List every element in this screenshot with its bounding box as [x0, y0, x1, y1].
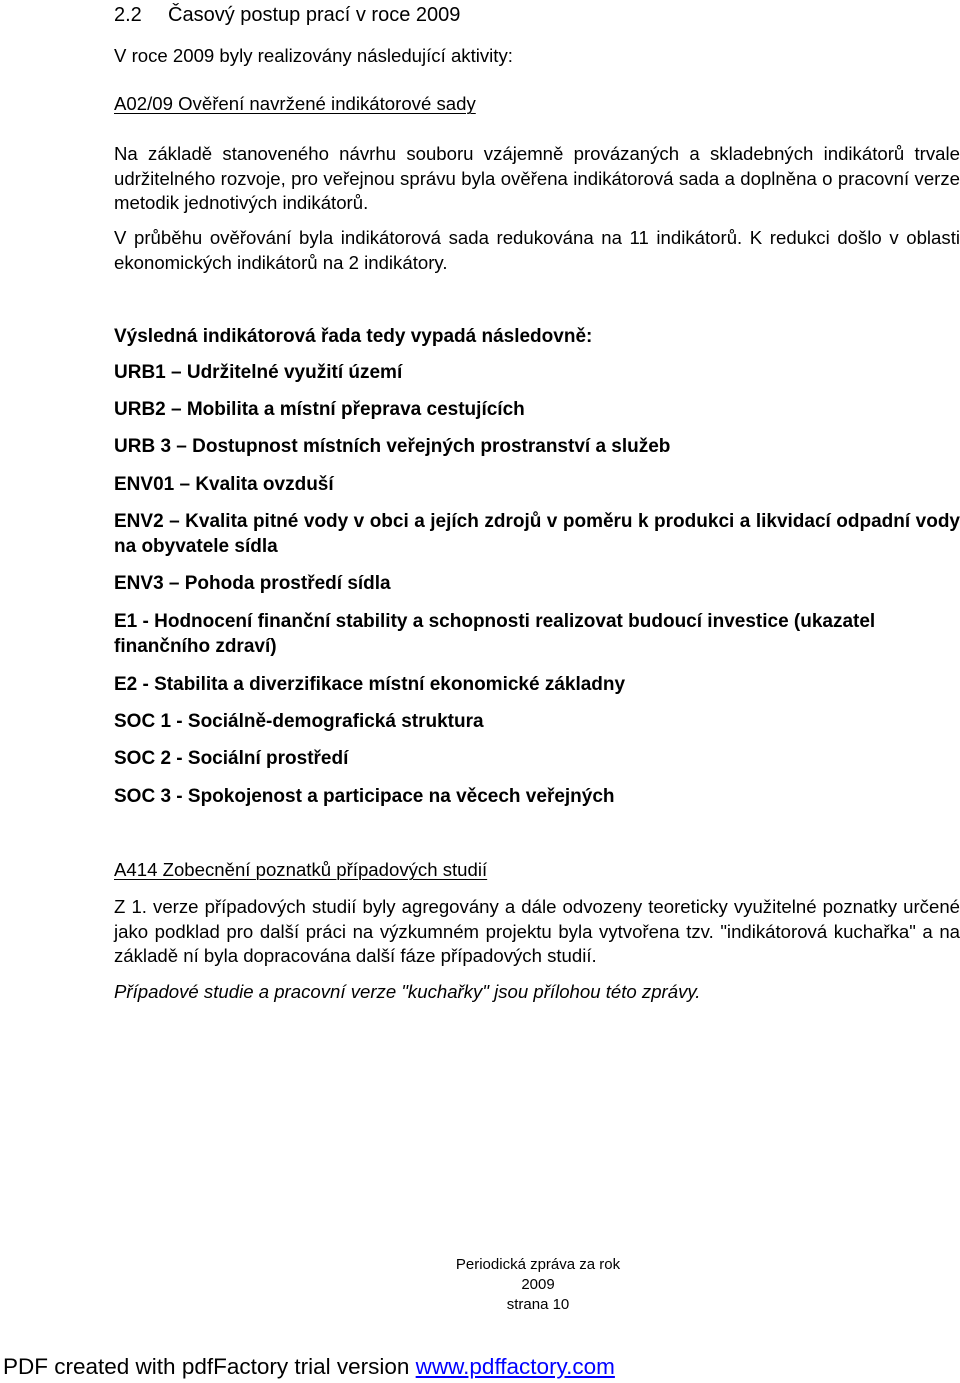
indicator-item: E2 - Stabilita a diverzifikace místní ekonomické základny [114, 674, 626, 695]
pdffactory-link[interactable]: www.pdffactory.com [415, 1354, 615, 1379]
activity2-title: A414 Zobecnění poznatků případových studií [114, 859, 488, 880]
indicator-list-title: Výsledná indikátorová řada tedy vypadá následovně: [114, 326, 593, 347]
indicator-item: SOC 3 - Spokojenost a participace na věcech veřejných [114, 786, 615, 807]
indicator-item: SOC 2 - Sociální prostředí [114, 748, 349, 769]
pdf-banner-text: PDF created with pdfFactory trial version [3, 1354, 416, 1379]
activity2-paragraph: Z 1. verze případových studií byly agregovány a dále odvozeny teoreticky využitelné poznatky určené jako podklad pro další práci na výzkumném projektu byla vytvořena tzv. "indikátorová kuchařka" a na základě ní byla dopracována další fáze případových studií. [114, 896, 960, 967]
section-number: 2.2 [114, 4, 142, 26]
intro-text: V roce 2009 byly realizovány následující aktivity: [114, 45, 513, 66]
indicator-item: URB2 – Mobilita a místní přeprava cestujících [114, 399, 525, 420]
activity2-note: Případové studie a pracovní verze "kuchařky" jsou přílohou této zprávy. [114, 981, 701, 1002]
footer-page-number: strana 10 [506, 1296, 570, 1313]
indicator-item: E1 - Hodnocení finanční stability a schopnosti realizovat budoucí investice (ukazatel finančního zdraví) [114, 611, 876, 657]
indicator-item: URB 3 – Dostupnost místních veřejných prostranství a služeb [114, 436, 671, 457]
indicator-item: URB1 – Udržitelné využití území [114, 362, 403, 383]
activity1-title: A02/09 Ověření navržené indikátorové sady [114, 93, 476, 114]
activity1-paragraph2: V průběhu ověřování byla indikátorová sada redukována na 11 indikátorů. K redukci došlo v oblasti ekonomických indikátorů na 2 indikátory. [114, 227, 960, 273]
pdf-creator-banner [3, 1354, 615, 1380]
footer-report-title: Periodická zpráva za rok 2009 [455, 1256, 621, 1293]
activity1-paragraph1: Na základě stanoveného návrhu souboru vzájemně provázaných a skladebných indikátorů trvale udržitelného rozvoje, pro veřejnou správu byla ověřena indikátorová sada a doplněna o pracovní verze metodik jednotivých indikátorů. [114, 143, 960, 214]
section-title: Časový postup prací v roce 2009 [168, 4, 461, 26]
page-footer [438, 1255, 638, 1315]
indicator-item: ENV01 – Kvalita ovzduší [114, 474, 334, 495]
indicator-item: SOC 1 - Sociálně-demografická struktura [114, 711, 484, 732]
section-heading [114, 4, 460, 27]
indicator-item: ENV3 – Pohoda prostředí sídla [114, 573, 391, 594]
indicator-item: ENV2 – Kvalita pitné vody v obci a jejích zdrojů v poměru k produkci a likvidací odpadní vody na obyvatele sídla [114, 511, 960, 557]
